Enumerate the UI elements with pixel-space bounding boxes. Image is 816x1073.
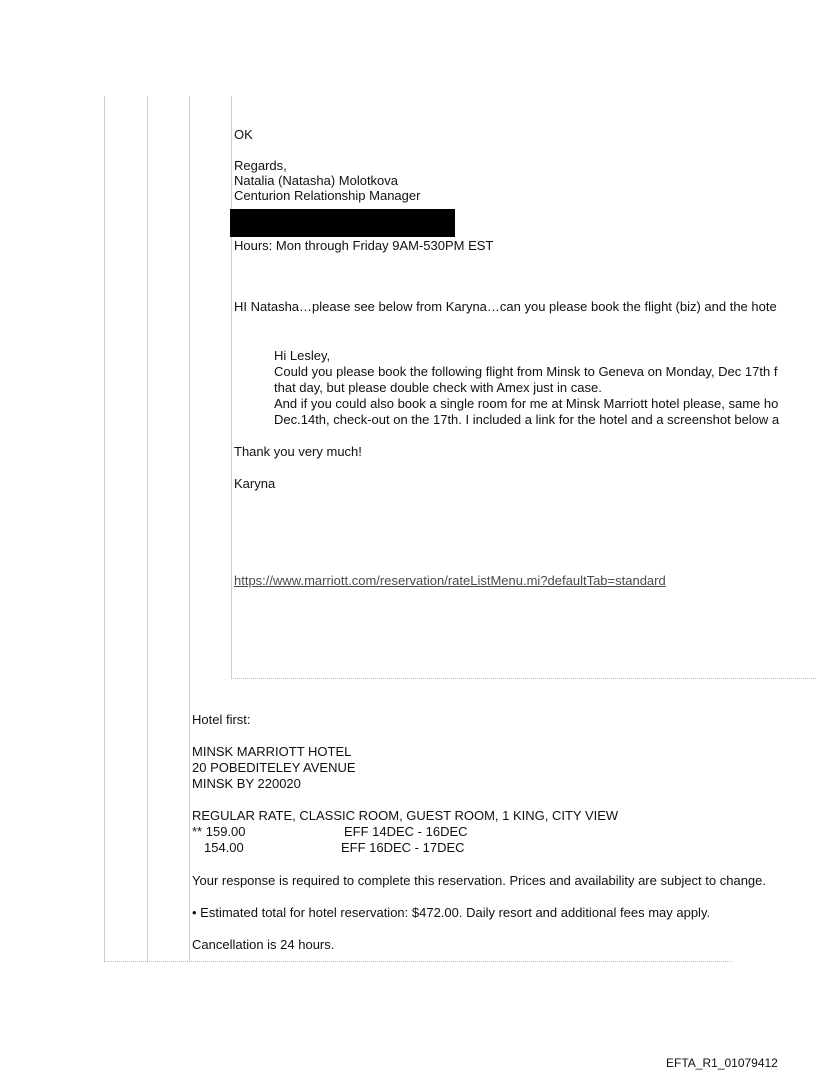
hotel-link[interactable]: https://www.marriott.com/reservation/rateListMenu.mi?defaultTab=standard <box>234 573 666 588</box>
rate-price-2: 154.00 <box>204 840 244 855</box>
karyna-line-4: Dec.14th, check-out on the 17th. I included a link for the hotel and a screenshot below a <box>274 412 780 427</box>
hotel-name: MINSK MARRIOTT HOTEL <box>192 744 352 759</box>
estimate-note: • Estimated total for hotel reservation: $472.00. Daily resort and additional fees may apply. <box>192 905 711 920</box>
rate-price-1: ** 159.00 <box>192 824 246 839</box>
thread-border-3 <box>189 96 190 962</box>
karyna-line-2: that day, but please double check with Amex just in case. <box>274 380 602 395</box>
reply-regards: Regards, <box>234 158 287 173</box>
karyna-line-3: And if you could also book a single room for me at Minsk Marriott hotel please, same ho <box>274 396 779 411</box>
thread-bottom-border <box>104 961 732 962</box>
quote-border <box>231 96 232 678</box>
rate-period-2: EFF 16DEC - 17DEC <box>341 840 465 855</box>
thread-border-2 <box>147 96 148 962</box>
rate-period-1: EFF 14DEC - 16DEC <box>344 824 468 839</box>
hotel-city: MINSK BY 220020 <box>192 776 301 791</box>
karyna-line-1: Could you please book the following flight from Minsk to Geneva on Monday, Dec 17th f <box>274 364 778 379</box>
sender-name: Natalia (Natasha) Molotkova <box>234 173 399 188</box>
thread-border-1 <box>104 96 105 962</box>
forward-note: HI Natasha…please see below from Karyna…can you please book the flight (biz) and the hote <box>234 299 777 314</box>
reply-ok: OK <box>234 127 253 142</box>
document-id: EFTA_R1_01079412 <box>666 1056 778 1070</box>
redaction-box <box>230 209 455 237</box>
response-note: Your response is required to complete this reservation. Prices and availability are subject to change. <box>192 873 766 888</box>
quote-bottom-border <box>231 678 816 679</box>
office-hours: Hours: Mon through Friday 9AM-530PM EST <box>234 238 494 253</box>
karyna-thanks: Thank you very much! <box>234 444 362 459</box>
hotel-intro: Hotel first: <box>192 712 251 727</box>
karyna-greeting: Hi Lesley, <box>274 348 331 363</box>
room-type: REGULAR RATE, CLASSIC ROOM, GUEST ROOM, 1 KING, CITY VIEW <box>192 808 619 823</box>
hotel-address: 20 POBEDITELEY AVENUE <box>192 760 356 775</box>
sender-title: Centurion Relationship Manager <box>234 188 421 203</box>
cancellation-note: Cancellation is 24 hours. <box>192 937 335 952</box>
karyna-signature: Karyna <box>234 476 276 491</box>
